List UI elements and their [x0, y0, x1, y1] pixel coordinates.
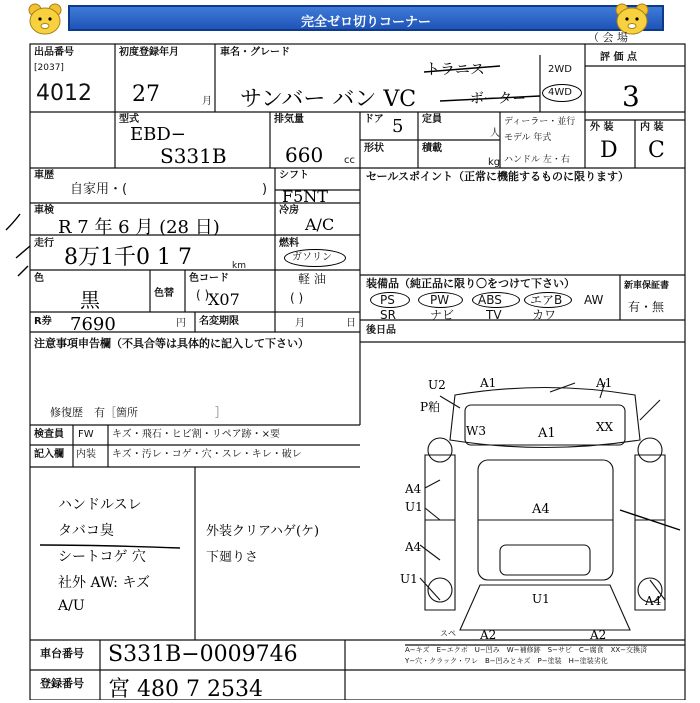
- equip-aw: AW: [584, 293, 604, 307]
- displacement: 660: [285, 143, 324, 167]
- venue-text: （ 会 場: [588, 31, 628, 44]
- equip-tv: TV: [486, 308, 502, 322]
- fuel-light-oil: 軽 油: [298, 272, 326, 286]
- ac-value: A/C: [305, 215, 335, 234]
- notes-label: 注意事項申告欄（不具合等は具体的に記入して下さい）: [34, 337, 309, 350]
- damage-mark: U1: [532, 592, 550, 606]
- warranty-value: 有・無: [628, 300, 665, 314]
- damage-mark: U1: [400, 572, 418, 586]
- note-line: A/U: [58, 598, 85, 614]
- model-code: S331B: [160, 144, 227, 168]
- first-reg-label: 初度登録年月: [119, 47, 179, 58]
- note-line-right: 外装クリアハゲ(ケ): [206, 524, 320, 539]
- first-reg-year: 27: [132, 82, 160, 107]
- exterior-grade: D: [600, 138, 618, 163]
- load-label: 積載: [422, 143, 442, 154]
- color-change-label: 色替: [154, 288, 174, 299]
- month-label: 月: [202, 96, 212, 107]
- cc-unit: cc: [344, 155, 355, 166]
- history-value: 自家用・(: [70, 182, 128, 197]
- equip-sr: SR: [380, 308, 396, 322]
- damage-mark: スペ: [440, 629, 456, 638]
- banner: [68, 5, 664, 31]
- chassis-label: 車台番号: [40, 647, 84, 660]
- ac-label: 冷房: [279, 205, 299, 216]
- shift-label: シフト: [279, 170, 309, 181]
- inspector-interior: 内装: [76, 449, 96, 460]
- displacement-label: 排気量: [274, 114, 304, 125]
- color-value: 黒: [80, 288, 100, 312]
- note-line: タバコ臭: [58, 523, 114, 539]
- lot-sub: [2037]: [34, 63, 64, 73]
- equip-abs: ABS: [478, 293, 502, 307]
- damage-mark: A1: [538, 426, 556, 441]
- yen-unit: 円: [176, 318, 186, 329]
- damage-mark: A2: [590, 628, 607, 642]
- fuel-gasoline: ガソリン: [292, 252, 332, 263]
- equip-ps: PS: [380, 293, 395, 307]
- inspection-value: R 7 年 6 月 (28 日): [58, 217, 220, 238]
- equipment-label: 装備品（純正品に限り〇をつけて下さい）: [366, 277, 575, 290]
- r-value: 7690: [70, 314, 116, 335]
- damage-mark: W3: [466, 424, 486, 438]
- name-change-month: 月: [295, 318, 305, 329]
- damage-mark: A4: [532, 502, 550, 517]
- color-paren: ( ): [196, 288, 210, 302]
- inspector-fw: FW: [78, 429, 94, 440]
- warranty-label: 新車保証書: [624, 281, 670, 291]
- drive-2wd: 2WD: [548, 64, 572, 75]
- lot-label: 出品番号: [34, 47, 74, 58]
- legend-line: A−キズ E−エクボ U−凹み W−補修跡 S−サビ C−腐食 XX−交換済: [405, 646, 648, 654]
- damage-mark: U1: [405, 500, 423, 514]
- legend-line: Y−穴・クラック・ワレ B−凹みとキズ P−塗装 H−塗装劣化: [405, 657, 608, 665]
- color-code-label: 色コード: [189, 273, 229, 284]
- damage-mark: A1: [480, 376, 497, 390]
- reg-label: 登録番号: [40, 677, 84, 690]
- damage-mark: A4: [645, 594, 662, 608]
- mileage-value: 8万1千0 1 7: [64, 245, 192, 270]
- color-code: X07: [208, 290, 240, 309]
- exterior-label: 外 装: [590, 122, 614, 133]
- name-change-label: 名変期限: [199, 316, 239, 327]
- inspection-label: 車検: [34, 205, 54, 216]
- lot-number: 4012: [36, 81, 92, 106]
- damage-mark: P粕: [420, 400, 441, 414]
- dealer-label: ディーラー・並行: [504, 117, 576, 127]
- history-label: 車歴: [34, 170, 54, 181]
- car-name: サンバー バン VC: [240, 87, 417, 112]
- mascot-bear-icon-left: [25, 2, 65, 36]
- struck-text-2: ボーター: [470, 91, 526, 107]
- equip-leather: カワ: [532, 308, 557, 322]
- entry-label: 記入欄: [34, 449, 64, 460]
- doors-label: ドア: [364, 114, 384, 125]
- interior-items: キズ・汚レ・コゲ・穴・スレ・キレ・破レ: [112, 449, 302, 460]
- note-line: 社外 AW: キズ: [58, 575, 151, 591]
- equip-navi: ナビ: [430, 308, 455, 322]
- struck-text-1: トラニス: [425, 60, 486, 78]
- note-line: ハンドルスレ: [58, 497, 142, 513]
- damage-mark: A4: [405, 482, 422, 496]
- note-line: シートコゲ 穴: [58, 549, 146, 565]
- car-name-label: 車名・グレード: [220, 47, 290, 58]
- kg-unit: kg: [488, 157, 501, 168]
- handle-label: ハンドル 左・右: [504, 155, 570, 165]
- sales-point-label: セールスポイント（正常に機能するものに限ります）: [366, 170, 630, 183]
- model-year-label: モデル 年式: [504, 133, 552, 143]
- equip-airbag: エアB: [530, 293, 563, 307]
- score-label: 評 価 点: [600, 52, 637, 63]
- banner-title: 完全ゼロ切りコーナー: [300, 15, 431, 30]
- km-unit: km: [232, 261, 246, 271]
- note-line-right: 下廻りさ: [206, 550, 259, 565]
- fuel-paren: ( ): [290, 291, 304, 305]
- r-label: R券: [34, 316, 52, 327]
- chassis-value: S331B−0009746: [108, 642, 298, 667]
- damage-mark: XX: [596, 420, 614, 434]
- shift-value: F5NT: [282, 187, 328, 206]
- capacity-label: 定員: [422, 114, 442, 125]
- model-label: 型式: [119, 114, 139, 125]
- drive-4wd: 4WD: [548, 87, 572, 98]
- fuel-label: 燃料: [279, 238, 299, 249]
- damage-mark: A1: [596, 376, 613, 390]
- equip-pw: PW: [430, 293, 450, 307]
- color-label: 色: [34, 273, 44, 284]
- damage-mark: U2: [428, 378, 446, 392]
- score: 3: [622, 80, 640, 113]
- person-unit: 人: [490, 128, 500, 139]
- name-change-day: 日: [346, 318, 356, 329]
- model-prefix: EBD−: [130, 124, 186, 145]
- repair-history: 修復歴 有［箇所 ］: [50, 406, 226, 419]
- doors: 5: [392, 116, 404, 137]
- mileage-label: 走行: [34, 238, 54, 249]
- damage-mark: A2: [480, 628, 497, 642]
- inspector-label: 検査員: [34, 429, 64, 440]
- history-close: ): [262, 182, 268, 197]
- interior-label: 内 装: [640, 122, 664, 133]
- rear-seat-label: 後日品: [366, 325, 396, 336]
- reg-value: 宮 480 7 2534: [108, 677, 263, 702]
- shape-label: 形状: [364, 143, 384, 154]
- interior-grade: C: [648, 138, 665, 163]
- fw-items: キズ・飛石・ヒビ割・リペア跡・×要: [112, 429, 280, 440]
- damage-mark: A4: [405, 540, 422, 554]
